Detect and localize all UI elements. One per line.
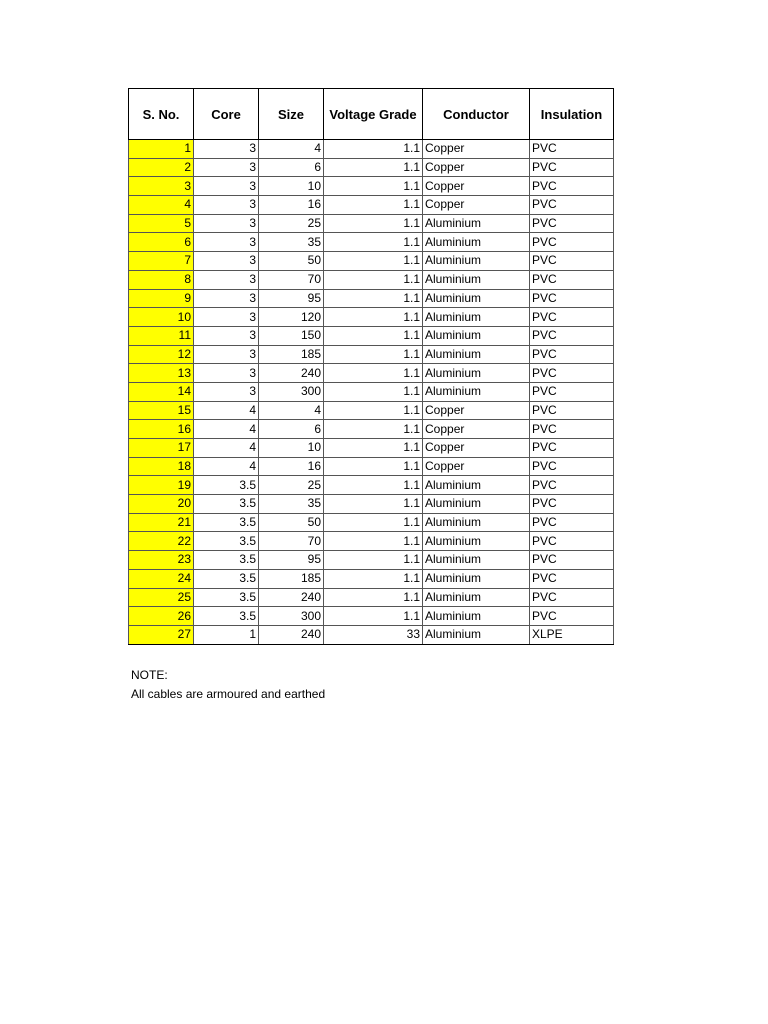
cell-voltage-grade: 1.1 <box>324 308 423 327</box>
note-block <box>131 666 325 704</box>
cell-insulation: PVC <box>530 495 614 514</box>
cell-core: 4 <box>194 439 259 458</box>
cell-voltage-grade: 1.1 <box>324 457 423 476</box>
cell-sno: 7 <box>129 252 194 271</box>
cell-sno: 24 <box>129 569 194 588</box>
cell-voltage-grade: 1.1 <box>324 364 423 383</box>
cell-core: 3 <box>194 326 259 345</box>
cell-voltage-grade: 1.1 <box>324 401 423 420</box>
cell-size: 240 <box>259 588 324 607</box>
cell-sno: 20 <box>129 495 194 514</box>
cable-table <box>128 88 614 645</box>
cell-voltage-grade: 1.1 <box>324 177 423 196</box>
cell-core: 3 <box>194 177 259 196</box>
table-row <box>129 495 614 514</box>
cell-conductor: Aluminium <box>423 495 530 514</box>
cell-voltage-grade: 1.1 <box>324 270 423 289</box>
table-row <box>129 364 614 383</box>
header-voltage-grade: Voltage Grade <box>324 89 423 140</box>
table-row <box>129 457 614 476</box>
table-row <box>129 625 614 644</box>
cell-core: 4 <box>194 401 259 420</box>
cell-conductor: Copper <box>423 439 530 458</box>
cell-conductor: Copper <box>423 401 530 420</box>
cell-sno: 26 <box>129 607 194 626</box>
cell-voltage-grade: 1.1 <box>324 233 423 252</box>
cell-core: 3 <box>194 345 259 364</box>
cell-size: 35 <box>259 495 324 514</box>
cell-voltage-grade: 1.1 <box>324 140 423 159</box>
cell-insulation: PVC <box>530 140 614 159</box>
cell-conductor: Aluminium <box>423 588 530 607</box>
cell-size: 10 <box>259 177 324 196</box>
cell-sno: 14 <box>129 382 194 401</box>
cell-insulation: PVC <box>530 233 614 252</box>
cell-conductor: Copper <box>423 140 530 159</box>
cell-core: 3 <box>194 382 259 401</box>
table-body <box>129 140 614 645</box>
table-row <box>129 401 614 420</box>
header-insulation: Insulation <box>530 89 614 140</box>
header-row <box>129 89 614 140</box>
cell-size: 70 <box>259 270 324 289</box>
cell-sno: 16 <box>129 420 194 439</box>
cell-sno: 21 <box>129 513 194 532</box>
cell-size: 16 <box>259 196 324 215</box>
cell-conductor: Aluminium <box>423 551 530 570</box>
cell-core: 3 <box>194 252 259 271</box>
cell-voltage-grade: 1.1 <box>324 252 423 271</box>
table-row <box>129 476 614 495</box>
cell-sno: 11 <box>129 326 194 345</box>
cell-size: 120 <box>259 308 324 327</box>
cell-size: 16 <box>259 457 324 476</box>
cell-core: 3 <box>194 233 259 252</box>
cell-core: 3 <box>194 196 259 215</box>
cell-core: 3.5 <box>194 532 259 551</box>
cell-insulation: PVC <box>530 326 614 345</box>
cell-core: 1 <box>194 625 259 644</box>
cell-conductor: Aluminium <box>423 532 530 551</box>
cell-voltage-grade: 1.1 <box>324 607 423 626</box>
cell-conductor: Aluminium <box>423 476 530 495</box>
cell-insulation: PVC <box>530 476 614 495</box>
cell-insulation: PVC <box>530 364 614 383</box>
cell-size: 240 <box>259 364 324 383</box>
cell-sno: 15 <box>129 401 194 420</box>
cell-insulation: PVC <box>530 345 614 364</box>
table-row <box>129 382 614 401</box>
cell-insulation: PVC <box>530 158 614 177</box>
cell-core: 4 <box>194 420 259 439</box>
cell-voltage-grade: 1.1 <box>324 439 423 458</box>
cell-conductor: Aluminium <box>423 214 530 233</box>
cell-sno: 18 <box>129 457 194 476</box>
cell-size: 25 <box>259 214 324 233</box>
cell-core: 3.5 <box>194 551 259 570</box>
cell-voltage-grade: 1.1 <box>324 420 423 439</box>
table-row <box>129 214 614 233</box>
table-row <box>129 289 614 308</box>
cell-voltage-grade: 1.1 <box>324 532 423 551</box>
cell-insulation: PVC <box>530 382 614 401</box>
cell-sno: 17 <box>129 439 194 458</box>
cell-size: 35 <box>259 233 324 252</box>
cell-size: 4 <box>259 140 324 159</box>
cell-sno: 22 <box>129 532 194 551</box>
cell-sno: 3 <box>129 177 194 196</box>
table-row <box>129 607 614 626</box>
cell-core: 3 <box>194 364 259 383</box>
cell-voltage-grade: 1.1 <box>324 382 423 401</box>
cell-size: 50 <box>259 252 324 271</box>
cell-insulation: PVC <box>530 289 614 308</box>
cell-conductor: Aluminium <box>423 607 530 626</box>
cell-conductor: Aluminium <box>423 270 530 289</box>
table-row <box>129 177 614 196</box>
cell-insulation: PVC <box>530 308 614 327</box>
cell-sno: 23 <box>129 551 194 570</box>
cell-sno: 13 <box>129 364 194 383</box>
cell-core: 3.5 <box>194 495 259 514</box>
table-row <box>129 196 614 215</box>
table-row <box>129 308 614 327</box>
table-row <box>129 326 614 345</box>
cell-core: 3 <box>194 140 259 159</box>
cell-voltage-grade: 1.1 <box>324 289 423 308</box>
cell-insulation: PVC <box>530 569 614 588</box>
cell-core: 3 <box>194 270 259 289</box>
cell-voltage-grade: 1.1 <box>324 588 423 607</box>
cell-conductor: Aluminium <box>423 308 530 327</box>
table-row <box>129 588 614 607</box>
cell-conductor: Aluminium <box>423 326 530 345</box>
cable-schedule-sheet <box>128 88 614 645</box>
cell-core: 3.5 <box>194 588 259 607</box>
cell-insulation: PVC <box>530 252 614 271</box>
table-row <box>129 140 614 159</box>
cell-sno: 10 <box>129 308 194 327</box>
cell-core: 3 <box>194 214 259 233</box>
cell-insulation: PVC <box>530 177 614 196</box>
table-row <box>129 345 614 364</box>
cell-sno: 4 <box>129 196 194 215</box>
cell-sno: 12 <box>129 345 194 364</box>
cell-core: 3 <box>194 289 259 308</box>
cell-sno: 8 <box>129 270 194 289</box>
cell-core: 3 <box>194 158 259 177</box>
cell-size: 300 <box>259 607 324 626</box>
cell-insulation: PVC <box>530 401 614 420</box>
cell-voltage-grade: 1.1 <box>324 476 423 495</box>
cell-voltage-grade: 1.1 <box>324 196 423 215</box>
cell-core: 3.5 <box>194 513 259 532</box>
table-header <box>129 89 614 140</box>
header-core: Core <box>194 89 259 140</box>
cell-sno: 27 <box>129 625 194 644</box>
cell-insulation: PVC <box>530 270 614 289</box>
cell-voltage-grade: 1.1 <box>324 326 423 345</box>
cell-insulation: PVC <box>530 513 614 532</box>
cell-size: 95 <box>259 551 324 570</box>
cell-voltage-grade: 1.1 <box>324 345 423 364</box>
cell-insulation: PVC <box>530 420 614 439</box>
cell-sno: 25 <box>129 588 194 607</box>
cell-voltage-grade: 1.1 <box>324 569 423 588</box>
cell-core: 3.5 <box>194 476 259 495</box>
cell-voltage-grade: 1.1 <box>324 214 423 233</box>
cell-size: 4 <box>259 401 324 420</box>
cell-conductor: Copper <box>423 158 530 177</box>
cell-insulation: PVC <box>530 196 614 215</box>
cell-conductor: Aluminium <box>423 289 530 308</box>
cell-size: 25 <box>259 476 324 495</box>
cell-insulation: PVC <box>530 214 614 233</box>
cell-insulation: XLPE <box>530 625 614 644</box>
cell-size: 50 <box>259 513 324 532</box>
cell-core: 4 <box>194 457 259 476</box>
cell-conductor: Aluminium <box>423 233 530 252</box>
cell-insulation: PVC <box>530 457 614 476</box>
cell-sno: 9 <box>129 289 194 308</box>
cell-conductor: Copper <box>423 196 530 215</box>
cell-core: 3.5 <box>194 569 259 588</box>
cell-sno: 6 <box>129 233 194 252</box>
header-size: Size <box>259 89 324 140</box>
cell-conductor: Aluminium <box>423 364 530 383</box>
table-row <box>129 569 614 588</box>
cell-core: 3.5 <box>194 607 259 626</box>
cell-voltage-grade: 1.1 <box>324 551 423 570</box>
cell-size: 300 <box>259 382 324 401</box>
table-row <box>129 270 614 289</box>
cell-size: 70 <box>259 532 324 551</box>
header-conductor: Conductor <box>423 89 530 140</box>
note-text: All cables are armoured and earthed <box>131 687 326 701</box>
cell-core: 3 <box>194 308 259 327</box>
cell-conductor: Aluminium <box>423 382 530 401</box>
cell-size: 95 <box>259 289 324 308</box>
cell-conductor: Copper <box>423 420 530 439</box>
cell-sno: 1 <box>129 140 194 159</box>
cell-insulation: PVC <box>530 607 614 626</box>
cell-insulation: PVC <box>530 588 614 607</box>
cell-size: 150 <box>259 326 324 345</box>
cell-insulation: PVC <box>530 551 614 570</box>
table-row <box>129 513 614 532</box>
cell-conductor: Aluminium <box>423 569 530 588</box>
cell-conductor: Aluminium <box>423 252 530 271</box>
cell-voltage-grade: 1.1 <box>324 158 423 177</box>
cell-size: 240 <box>259 625 324 644</box>
table-row <box>129 551 614 570</box>
cell-conductor: Aluminium <box>423 625 530 644</box>
table-row <box>129 233 614 252</box>
cell-size: 6 <box>259 158 324 177</box>
cell-sno: 5 <box>129 214 194 233</box>
cell-sno: 19 <box>129 476 194 495</box>
cell-voltage-grade: 33 <box>324 625 423 644</box>
cell-voltage-grade: 1.1 <box>324 495 423 514</box>
header-sno: S. No. <box>129 89 194 140</box>
table-row <box>129 158 614 177</box>
cell-conductor: Aluminium <box>423 345 530 364</box>
table-row <box>129 532 614 551</box>
cell-conductor: Copper <box>423 177 530 196</box>
cell-size: 185 <box>259 569 324 588</box>
cell-size: 185 <box>259 345 324 364</box>
cell-conductor: Copper <box>423 457 530 476</box>
cell-insulation: PVC <box>530 439 614 458</box>
table-row <box>129 252 614 271</box>
cell-conductor: Aluminium <box>423 513 530 532</box>
cell-insulation: PVC <box>530 532 614 551</box>
cell-sno: 2 <box>129 158 194 177</box>
note-heading: NOTE: <box>131 668 168 682</box>
cell-voltage-grade: 1.1 <box>324 513 423 532</box>
cell-size: 10 <box>259 439 324 458</box>
cell-size: 6 <box>259 420 324 439</box>
table-row <box>129 439 614 458</box>
table-row <box>129 420 614 439</box>
